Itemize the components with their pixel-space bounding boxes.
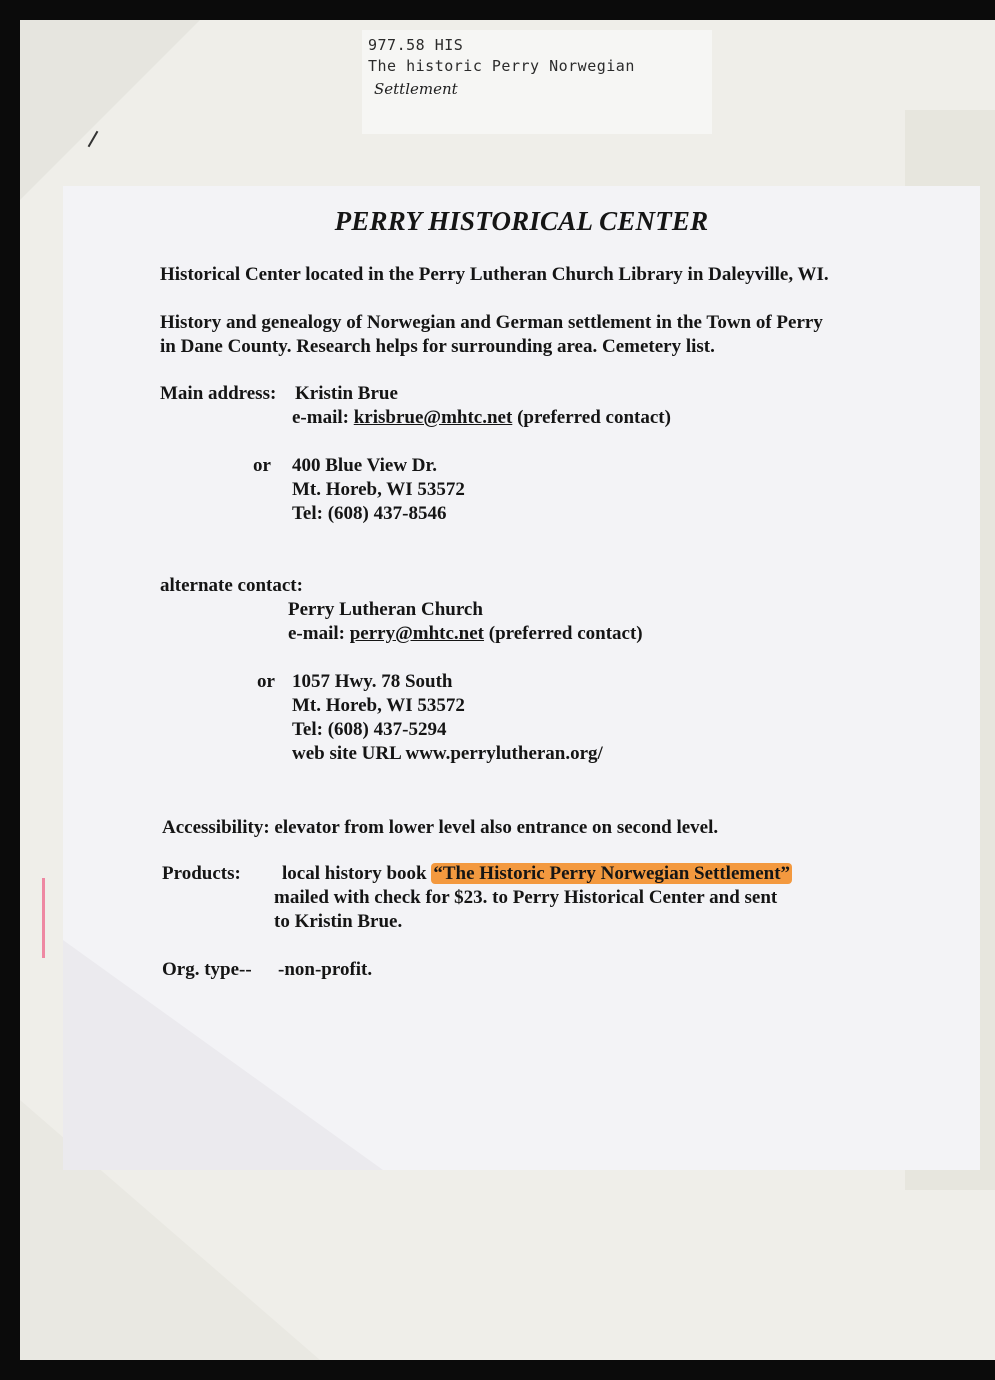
alt-street: 1057 Hwy. 78 South xyxy=(292,671,453,692)
call-number-label xyxy=(362,30,712,134)
history-text-line2: in Dane County. Research helps for surrounding area. Cemetery list. xyxy=(160,336,715,357)
location-text: Historical Center located in the Perry Lutheran Church Library in Daleyville, WI. xyxy=(160,264,829,285)
fold-shadow xyxy=(20,20,200,200)
pink-mark xyxy=(42,878,45,958)
email-prefix: e-mail: xyxy=(288,623,345,644)
alt-city: Mt. Horeb, WI 53572 xyxy=(292,695,465,716)
main-street: 400 Blue View Dr. xyxy=(292,455,437,476)
alt-contact-name: Perry Lutheran Church xyxy=(288,599,483,620)
or-label: or xyxy=(253,455,271,476)
products-line1 xyxy=(282,863,792,885)
document-title: PERRY HISTORICAL CENTER xyxy=(334,206,709,236)
main-tel: Tel: (608) 437-8546 xyxy=(292,503,447,524)
org-type-value: -non-profit. xyxy=(278,959,373,980)
document-sheet xyxy=(63,186,980,1170)
main-city: Mt. Horeb, WI 53572 xyxy=(292,479,465,500)
products-line3: to Kristin Brue. xyxy=(274,911,403,932)
label-handwritten: Settlement xyxy=(374,80,458,98)
alt-email-line xyxy=(288,623,643,645)
alt-tel: Tel: (608) 437-5294 xyxy=(292,719,447,740)
document-content xyxy=(63,186,980,1170)
org-type-label: Org. type-- xyxy=(162,959,252,980)
email-prefix: e-mail: xyxy=(292,407,349,428)
main-email-line xyxy=(292,407,671,429)
main-contact-name: Kristin Brue xyxy=(295,383,398,404)
book-title-highlight: “The Historic Perry Norwegian Settlement” xyxy=(433,863,791,884)
or-label: or xyxy=(257,671,275,692)
alt-website: web site URL www.perrylutheran.org/ xyxy=(292,743,603,764)
products-prefix: local history book xyxy=(282,863,427,884)
main-address-label: Main address: xyxy=(160,383,277,404)
main-email-link[interactable]: krisbrue@mhtc.net xyxy=(353,407,513,428)
alternate-contact-label: alternate contact: xyxy=(160,575,303,596)
call-number: 977.58 HIS xyxy=(368,36,464,54)
products-line2: mailed with check for $23. to Perry Historical Center and sent xyxy=(274,887,778,908)
alt-email-link[interactable]: perry@mhtc.net xyxy=(349,623,485,644)
history-text-line1: History and genealogy of Norwegian and German settlement in the Town of Perry xyxy=(160,312,823,333)
products-label: Products: xyxy=(162,863,241,884)
label-title: The historic Perry Norwegian xyxy=(368,57,635,75)
accessibility-text: Accessibility: elevator from lower level also entrance on second level. xyxy=(162,817,719,838)
email-note: (preferred contact) xyxy=(517,407,671,428)
email-note: (preferred contact) xyxy=(488,623,643,644)
